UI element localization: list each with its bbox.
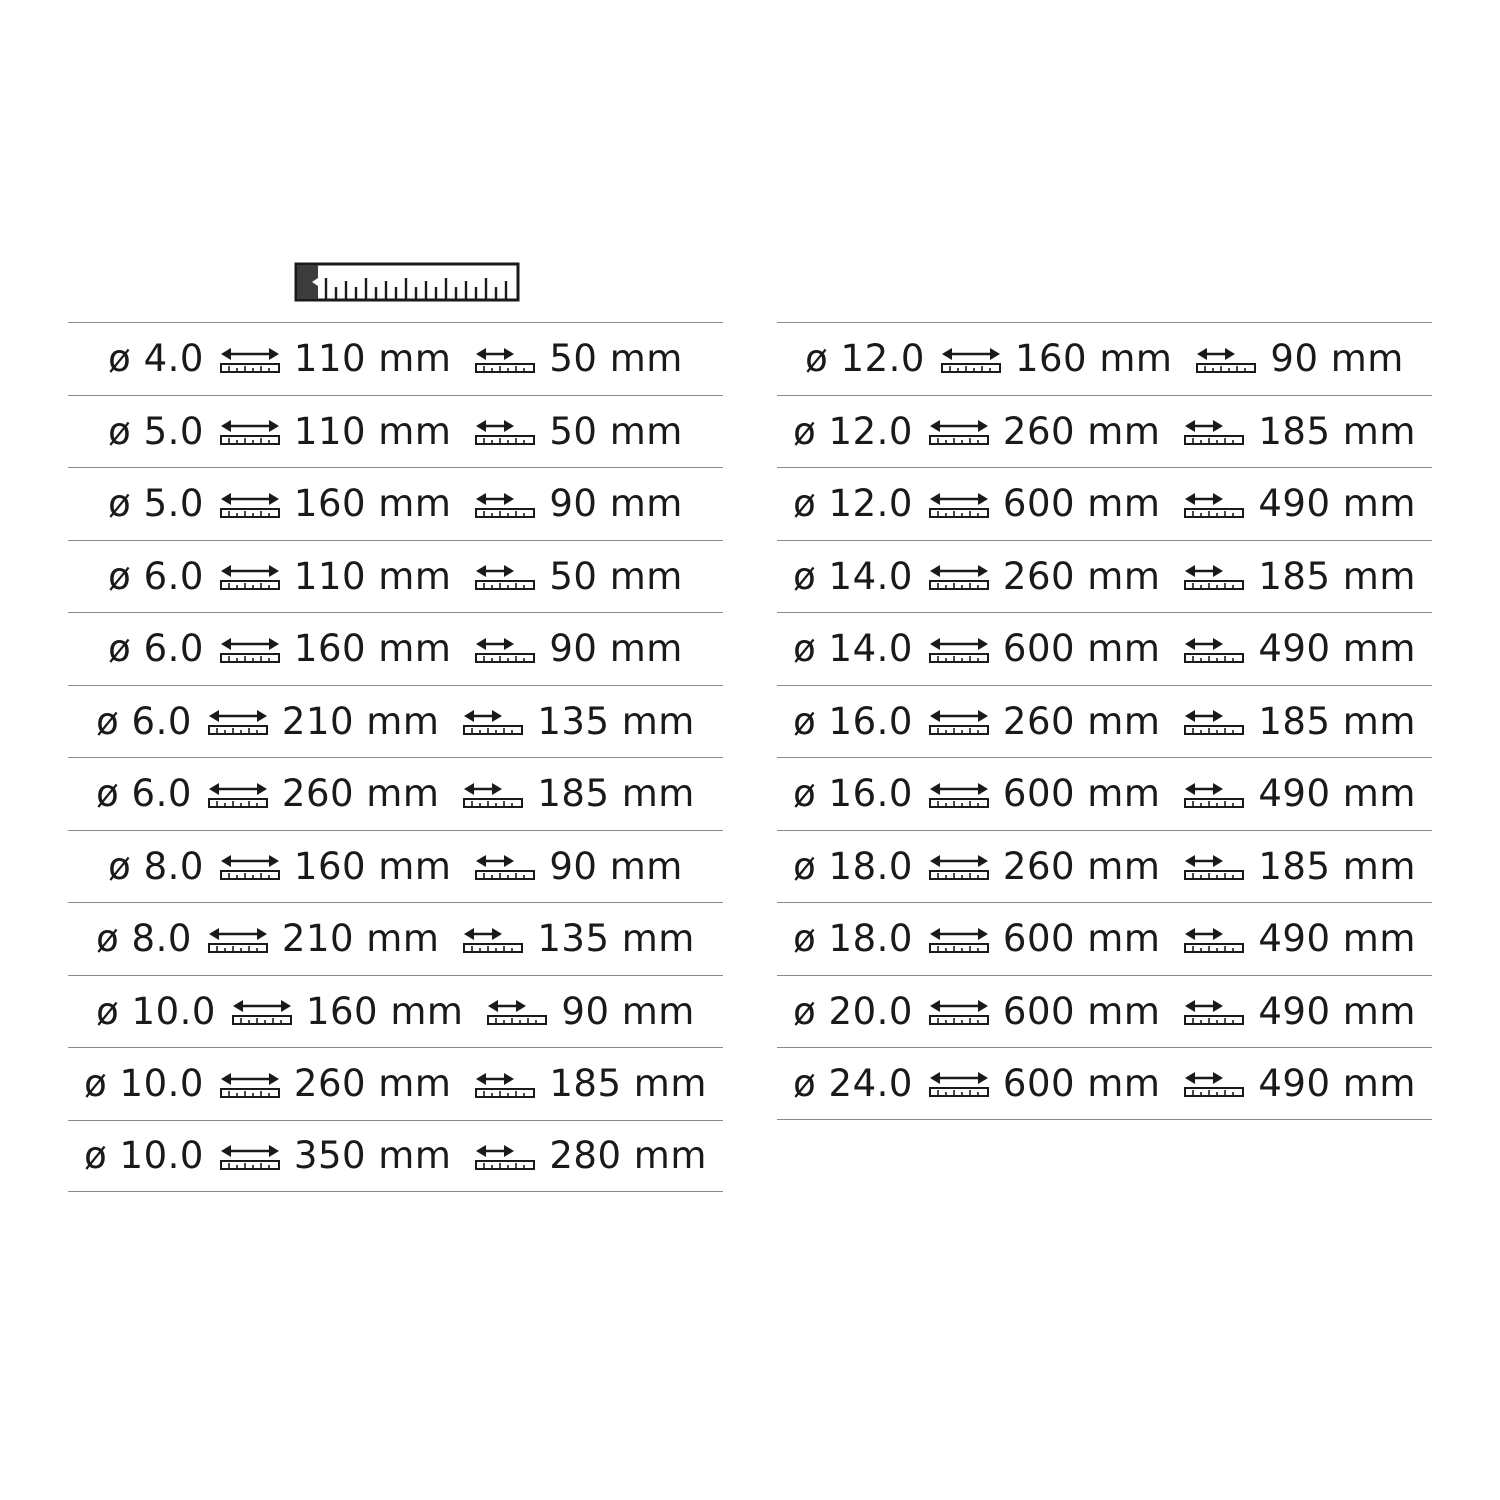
diameter-value: ø 16.0 <box>793 699 913 743</box>
dimension-arrow-icon <box>219 851 281 881</box>
working-length-value: 280 mm <box>549 1134 707 1178</box>
dimension-arrow-icon <box>219 1069 281 1099</box>
table-row <box>777 612 1432 685</box>
dimension-arrow-icon <box>462 706 524 736</box>
table-row <box>68 975 723 1048</box>
working-length-value: 490 mm <box>1258 627 1416 671</box>
table-column-right <box>777 322 1432 1192</box>
total-length-value: 600 mm <box>1002 989 1161 1033</box>
table-row <box>777 830 1432 903</box>
total-length-value: 110 mm <box>293 554 452 598</box>
total-length-value: 160 mm <box>293 844 452 888</box>
dimension-arrow-icon <box>474 344 536 374</box>
diameter-value: ø 10.0 <box>96 989 216 1033</box>
ruler-icon <box>294 258 520 306</box>
total-length-value: 600 mm <box>1002 917 1161 961</box>
working-length-value: 90 mm <box>549 482 683 526</box>
diameter-value: ø 6.0 <box>108 554 204 598</box>
working-length-value: 50 mm <box>549 409 683 453</box>
table-row <box>68 902 723 975</box>
table-row <box>68 757 723 830</box>
diameter-value: ø 5.0 <box>108 409 204 453</box>
working-length-value: 90 mm <box>1270 337 1404 381</box>
working-length-value: 50 mm <box>549 554 683 598</box>
total-length-value: 210 mm <box>281 699 440 743</box>
dimension-arrow-icon <box>1183 634 1245 664</box>
working-length-value: 90 mm <box>561 989 695 1033</box>
dimension-arrow-icon <box>474 416 536 446</box>
dimension-arrow-icon <box>219 416 281 446</box>
dimension-arrow-icon <box>474 489 536 519</box>
total-length-value: 110 mm <box>293 409 452 453</box>
table-row <box>68 540 723 613</box>
dimension-arrow-icon <box>928 634 990 664</box>
table-row <box>68 685 723 758</box>
working-length-value: 490 mm <box>1258 482 1416 526</box>
diameter-value: ø 12.0 <box>793 482 913 526</box>
dimension-arrow-icon <box>1183 1068 1245 1098</box>
dimension-arrow-icon <box>928 851 990 881</box>
dimension-arrow-icon <box>928 416 990 446</box>
total-length-value: 260 mm <box>1002 554 1161 598</box>
dimension-arrow-icon <box>1183 416 1245 446</box>
total-length-value: 260 mm <box>1002 844 1161 888</box>
table-row <box>777 757 1432 830</box>
dimension-arrow-icon <box>474 851 536 881</box>
diameter-value: ø 8.0 <box>108 844 204 888</box>
dimension-arrow-icon <box>462 779 524 809</box>
table-row <box>68 467 723 540</box>
diameter-value: ø 20.0 <box>793 989 913 1033</box>
total-length-value: 600 mm <box>1002 1061 1161 1105</box>
dimension-arrow-icon <box>474 634 536 664</box>
diameter-value: ø 6.0 <box>96 699 192 743</box>
total-length-value: 260 mm <box>293 1062 452 1106</box>
table-row <box>777 467 1432 540</box>
diameter-value: ø 18.0 <box>793 917 913 961</box>
dimension-arrow-icon <box>1183 561 1245 591</box>
diameter-value: ø 10.0 <box>84 1062 204 1106</box>
diameter-value: ø 24.0 <box>793 1061 913 1105</box>
total-length-value: 350 mm <box>293 1134 452 1178</box>
diameter-value: ø 4.0 <box>108 337 204 381</box>
diameter-value: ø 12.0 <box>793 409 913 453</box>
dimension-arrow-icon <box>1183 779 1245 809</box>
dimension-arrow-icon <box>486 996 548 1026</box>
table-row <box>777 975 1432 1048</box>
table-row <box>777 902 1432 975</box>
diameter-value: ø 14.0 <box>793 627 913 671</box>
working-length-value: 185 mm <box>1258 409 1416 453</box>
working-length-value: 185 mm <box>1258 844 1416 888</box>
dimension-arrow-icon <box>474 1141 536 1171</box>
diameter-value: ø 6.0 <box>96 772 192 816</box>
table-row <box>68 1120 723 1193</box>
working-length-value: 490 mm <box>1258 917 1416 961</box>
dimension-arrow-icon <box>219 561 281 591</box>
diameter-value: ø 14.0 <box>793 554 913 598</box>
dimension-arrow-icon <box>231 996 293 1026</box>
dimension-arrow-icon <box>928 996 990 1026</box>
table-row <box>68 395 723 468</box>
working-length-value: 185 mm <box>549 1062 707 1106</box>
table-row <box>68 1047 723 1120</box>
diameter-value: ø 5.0 <box>108 482 204 526</box>
total-length-value: 160 mm <box>305 989 464 1033</box>
total-length-value: 260 mm <box>1002 409 1161 453</box>
table-row <box>68 830 723 903</box>
total-length-value: 260 mm <box>1002 699 1161 743</box>
dimension-arrow-icon <box>474 561 536 591</box>
total-length-value: 110 mm <box>293 337 452 381</box>
working-length-value: 50 mm <box>549 337 683 381</box>
dimension-table <box>0 322 1500 1192</box>
total-length-value: 160 mm <box>1014 337 1173 381</box>
dimension-arrow-icon <box>928 1068 990 1098</box>
dimension-arrow-icon <box>928 489 990 519</box>
total-length-value: 160 mm <box>293 482 452 526</box>
working-length-value: 490 mm <box>1258 772 1416 816</box>
working-length-value: 135 mm <box>537 699 695 743</box>
dimension-arrow-icon <box>462 924 524 954</box>
dimension-arrow-icon <box>940 344 1002 374</box>
dimension-arrow-icon <box>928 779 990 809</box>
dimension-arrow-icon <box>207 706 269 736</box>
dimension-arrow-icon <box>1183 851 1245 881</box>
dimension-arrow-icon <box>1195 344 1257 374</box>
dimension-arrow-icon <box>219 344 281 374</box>
dimension-arrow-icon <box>928 924 990 954</box>
total-length-value: 600 mm <box>1002 772 1161 816</box>
dimension-arrow-icon <box>928 561 990 591</box>
table-row <box>68 612 723 685</box>
working-length-value: 90 mm <box>549 627 683 671</box>
dimension-arrow-icon <box>219 634 281 664</box>
total-length-value: 600 mm <box>1002 482 1161 526</box>
dimension-arrow-icon <box>1183 706 1245 736</box>
table-row <box>777 322 1432 395</box>
working-length-value: 135 mm <box>537 917 695 961</box>
dimension-arrow-icon <box>928 706 990 736</box>
diameter-value: ø 18.0 <box>793 844 913 888</box>
total-length-value: 160 mm <box>293 627 452 671</box>
working-length-value: 490 mm <box>1258 989 1416 1033</box>
working-length-value: 185 mm <box>537 772 695 816</box>
dimension-arrow-icon <box>1183 924 1245 954</box>
diameter-value: ø 10.0 <box>84 1134 204 1178</box>
working-length-value: 90 mm <box>549 844 683 888</box>
total-length-value: 600 mm <box>1002 627 1161 671</box>
dimension-arrow-icon <box>474 1069 536 1099</box>
working-length-value: 490 mm <box>1258 1061 1416 1105</box>
total-length-value: 210 mm <box>281 917 440 961</box>
table-row <box>68 322 723 395</box>
table-column-left <box>68 322 723 1192</box>
table-row <box>777 540 1432 613</box>
diameter-value: ø 6.0 <box>108 627 204 671</box>
dimension-arrow-icon <box>219 1141 281 1171</box>
dimension-arrow-icon <box>207 924 269 954</box>
table-row <box>777 395 1432 468</box>
table-row <box>777 685 1432 758</box>
working-length-value: 185 mm <box>1258 699 1416 743</box>
diameter-value: ø 8.0 <box>96 917 192 961</box>
dimension-arrow-icon <box>207 779 269 809</box>
dimension-arrow-icon <box>219 489 281 519</box>
diameter-value: ø 12.0 <box>805 337 925 381</box>
dimension-arrow-icon <box>1183 489 1245 519</box>
total-length-value: 260 mm <box>281 772 440 816</box>
table-row <box>777 1047 1432 1120</box>
dimension-arrow-icon <box>1183 996 1245 1026</box>
working-length-value: 185 mm <box>1258 554 1416 598</box>
diameter-value: ø 16.0 <box>793 772 913 816</box>
